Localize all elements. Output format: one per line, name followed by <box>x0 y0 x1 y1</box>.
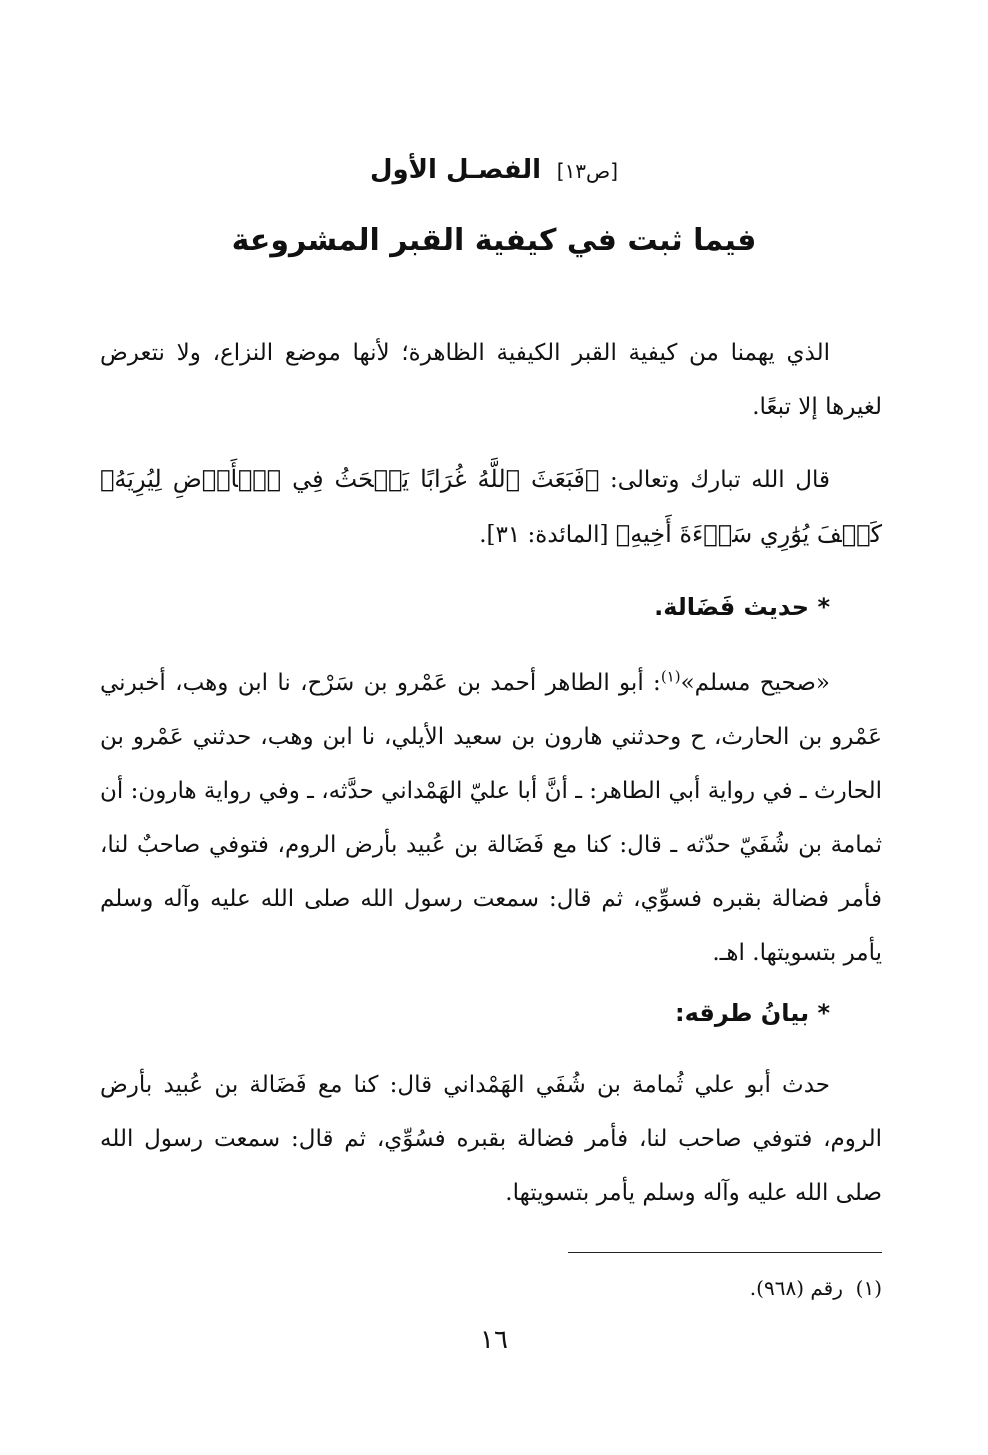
verse-reference: [المائدة: ٣١]. <box>479 522 609 548</box>
paths-paragraph: حدث أبو علي ثُمامة بن شُفَي الهَمْداني قال: كنا مع فَضَالة بن عُبيد بأرض الروم، فتوفي صاحب لنا، فأمر فضالة بقبره فسُوِّي، ثم قال: سمعت رسول الله صلى الله عليه وآله وسلم يأمر بتسويتها. <box>100 1072 882 1206</box>
heading-hadith-fadala: * حديث فَضَالة. <box>654 593 830 621</box>
footnote <box>100 1268 882 1308</box>
heading-paths: * بيانُ طرقه: <box>675 999 830 1027</box>
chapter-header <box>0 150 988 191</box>
section-title: فيما ثبت في كيفية القبر المشروعة <box>231 223 757 258</box>
verse-paragraph <box>100 452 882 562</box>
page-number: ١٦ <box>480 1325 508 1355</box>
verse-intro: قال الله تبارك وتعالى: <box>609 467 831 493</box>
intro-paragraph: الذي يهمنا من كيفية القبر الكيفية الظاهرة؛ لأنها موضع النزاع، ولا نتعرض لغيرها إلا تبعًا. <box>100 340 882 420</box>
footnote-marker: (١) <box>855 1276 882 1300</box>
chapter-title: الفصـل الأول <box>369 155 542 185</box>
hadith-paragraph <box>100 656 882 980</box>
footnote-ref[interactable]: (١) <box>660 667 681 686</box>
page-reference: [ص١٣] <box>556 159 619 183</box>
footnote-separator <box>568 1252 882 1253</box>
quran-verse: ﴿فَبَعَثَ ٱللَّهُ غُرَابًا يَبۡحَثُ فِي ٱلۡأَرۡضِ لِيُرِيَهُۥ كَيۡفَ يُوَٰرِي سَوۡءَةَ أَخِيهِ﴾ <box>100 465 882 548</box>
footnote-text: رقم (٩٦٨). <box>749 1276 843 1300</box>
hadith-text: : أبو الطاهر أحمد بن عَمْرو بن سَرْح، نا ابن وهب، أخبرني عَمْرو بن الحارث، ح وحدثني هارون بن سعيد الأيلي، نا ابن وهب، حدثني عَمْرو بن الحارث ـ في رواية أبي الطاهر: ـ أنَّ أبا عليّ الهَمْداني حدَّثه، ـ وفي رواية هارون: أن ثمامة بن شُفَيّ حدّثه ـ قال: كنا مع فَضَالة بن عُبيد بأرض الروم، فتوفي صاحبٌ لنا، فأمر فضالة بقبره فسوِّي، ثم قال: سمعت رسول الله صلى الله عليه وآله وسلم يأمر بتسويتها. اهـ. <box>100 670 882 966</box>
hadith-source: «صحيح مسلم» <box>680 670 830 696</box>
